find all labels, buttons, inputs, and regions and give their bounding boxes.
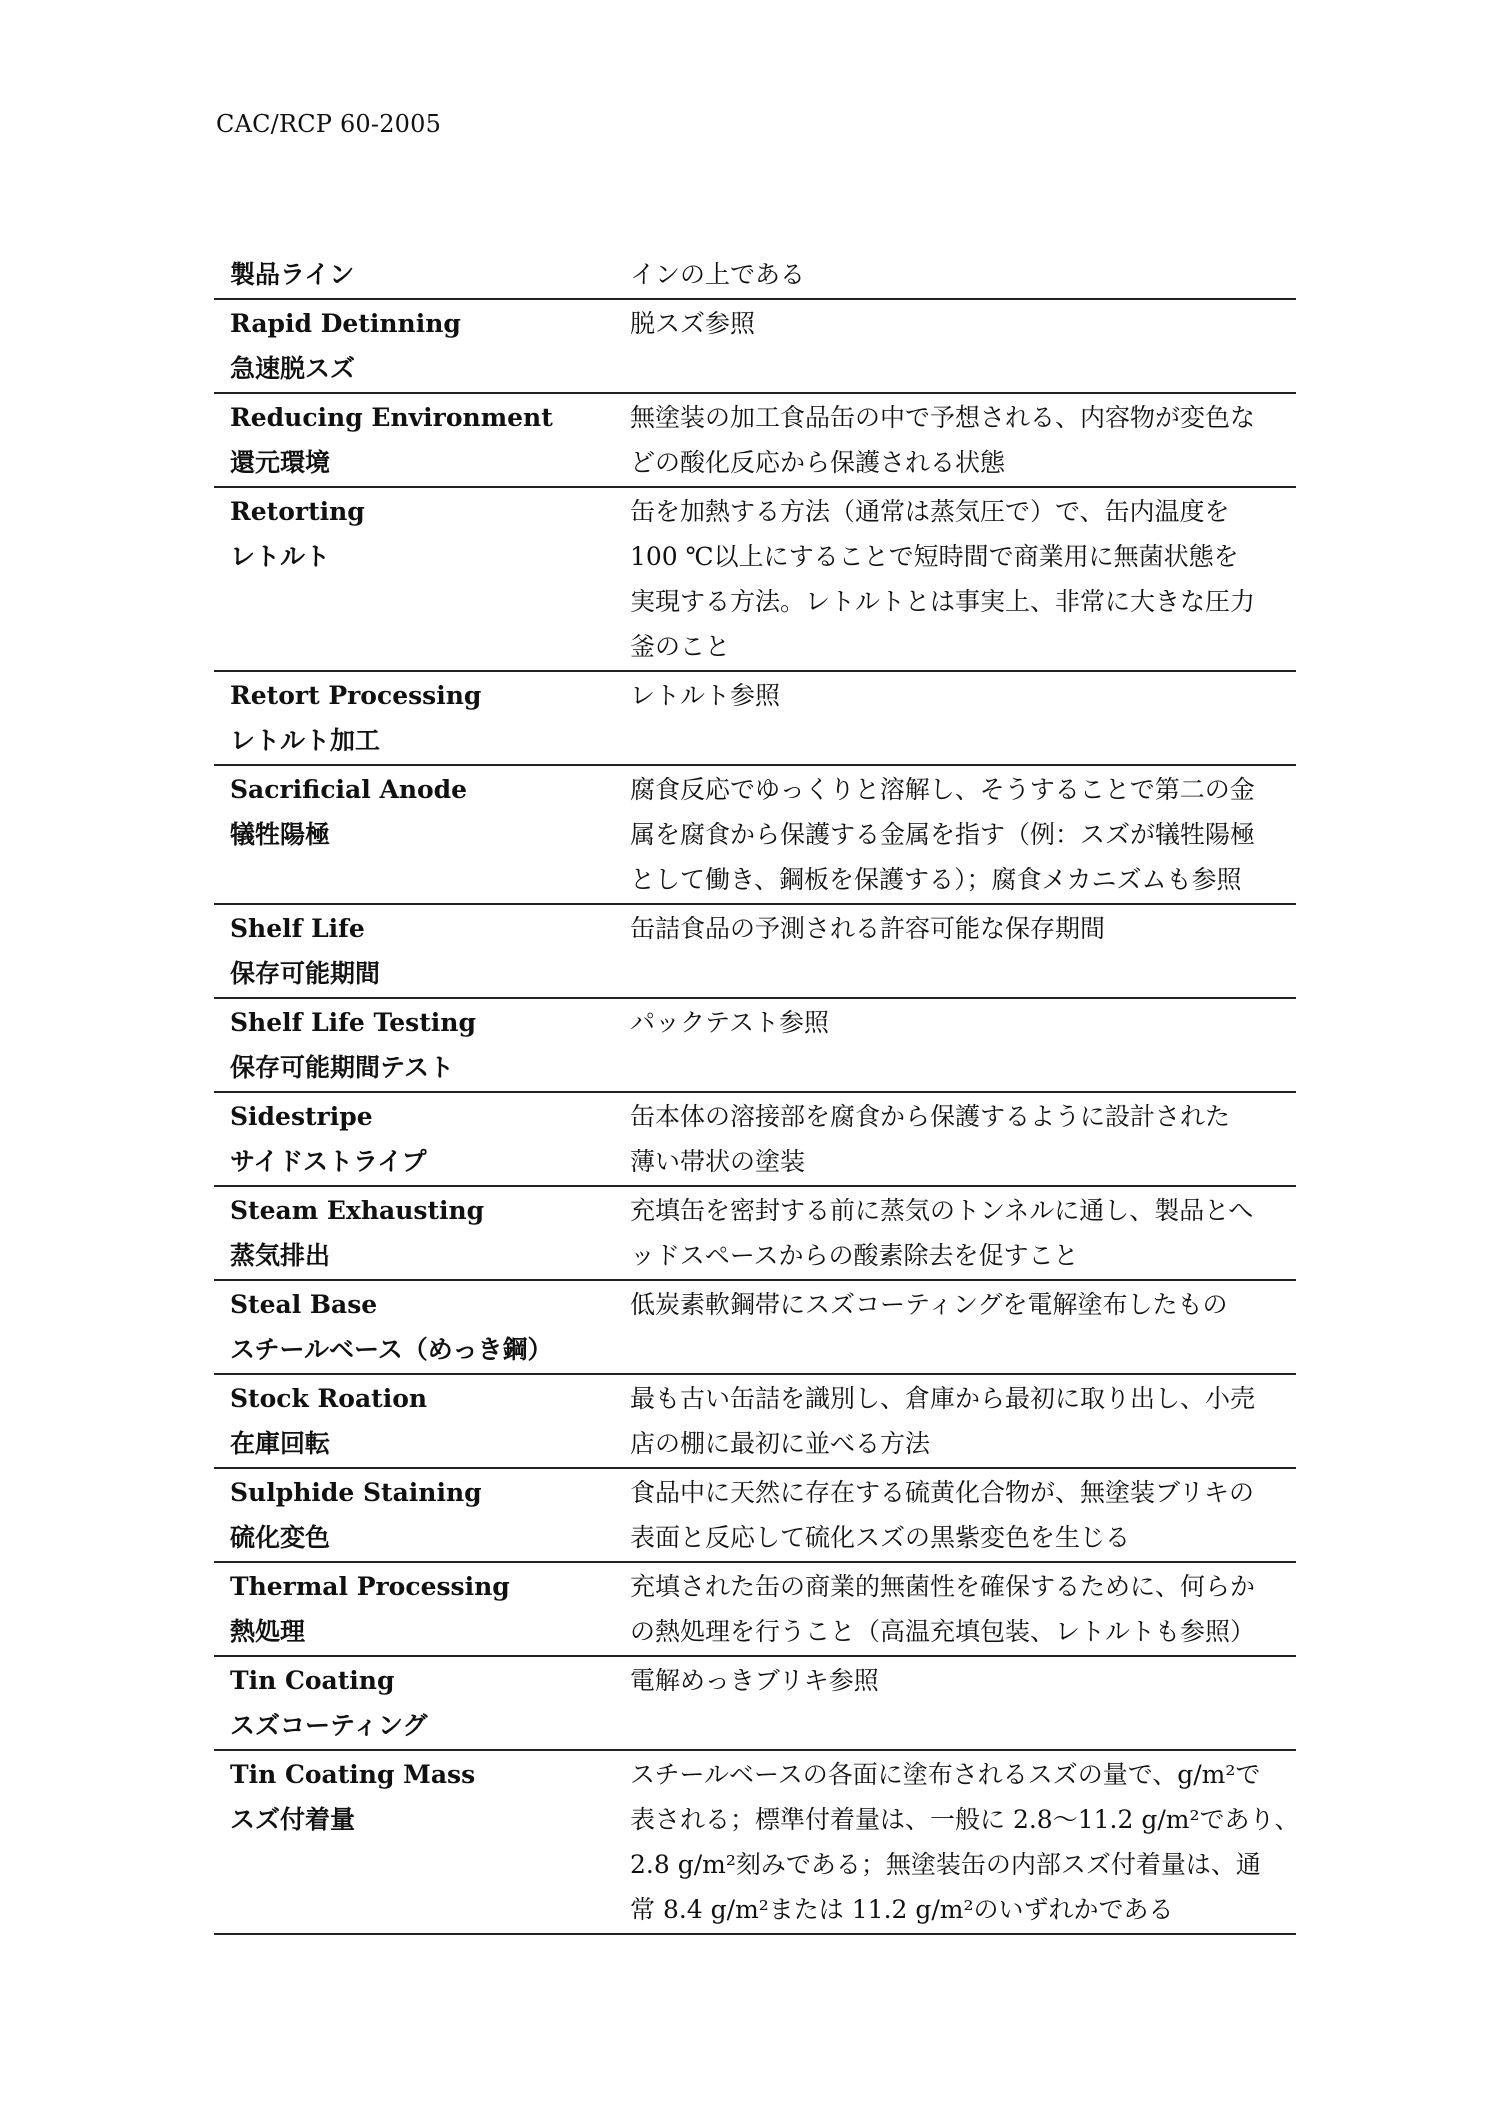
term-japanese: 製品ライン [230,260,355,289]
definition-line: 属を腐食から保護する金属を指す（例：スズが犠牲陽極 [630,820,1256,849]
definition-line: 表面と反応して硫化スズの黒紫変色を生じる [630,1523,1131,1552]
term-english: Stock Roation [230,1384,428,1413]
term-english: Shelf Life Testing [230,1008,476,1037]
definition-line: パックテスト参照 [630,1008,830,1037]
document-code-header: CAC/RCP 60-2005 [216,110,442,138]
glossary-definition [616,1656,1296,1750]
glossary-term [214,487,616,671]
glossary-term [214,1750,616,1934]
glossary-term [214,250,616,299]
term-english: Tin Coating Mass [230,1760,476,1789]
term-english: Sacrificial Anode [230,775,468,804]
glossary-term [214,299,616,393]
definition-line: 表される；標準付着量は、一般に 2.8～11.2 g/m²であり、 [630,1805,1300,1834]
glossary-row [214,1750,1296,1934]
glossary-row [214,250,1296,299]
definition-line: 低炭素軟鋼帯にスズコーティングを電解塗布したもの [630,1290,1228,1319]
glossary-table [214,250,1300,1935]
definition-line: 缶詰食品の予測される許容可能な保存期間 [630,914,1106,943]
glossary-definition [616,250,1296,299]
definition-line: スチールベースの各面に塗布されるスズの量で、g/m²で [630,1760,1261,1789]
term-japanese: 在庫回転 [230,1429,331,1458]
definition-line: インの上である [630,260,806,289]
glossary-row [214,1186,1296,1280]
term-english: Steal Base [230,1290,378,1319]
definition-line: として働き、鋼板を保護する）；腐食メカニズムも参照 [630,865,1242,894]
glossary-row [214,904,1296,998]
glossary-term [214,1468,616,1562]
definition-line: 薄い帯状の塗装 [630,1147,806,1176]
definition-line: どの酸化反応から保護される状態 [630,448,1006,477]
glossary-row [214,1092,1296,1186]
glossary-definition [616,765,1296,904]
glossary-row [214,1374,1296,1468]
glossary-definition [616,487,1296,671]
term-japanese: 保存可能期間 [230,959,381,988]
definition-line: 釜のこと [630,632,731,661]
glossary-row [214,1562,1296,1656]
definition-line: 電解めっきブリキ参照 [630,1666,879,1695]
glossary-row [214,487,1296,671]
glossary-definition [616,1750,1300,1934]
term-english: Rapid Detinning [230,309,461,338]
term-english: Shelf Life [230,914,365,943]
glossary-definition [616,1562,1296,1656]
term-japanese: 犠牲陽極 [230,820,331,849]
definition-line: の熱処理を行うこと（高温充填包装、レトルトも参照） [630,1617,1256,1646]
definition-line: ッドスペースからの酸素除去を促すこと [630,1241,1079,1270]
term-japanese: 蒸気排出 [230,1241,331,1270]
definition-line: 無塗装の加工食品缶の中で予想される、内容物が変色な [630,403,1256,432]
glossary-term [214,393,616,487]
definition-line: 充填缶を密封する前に蒸気のトンネルに通し、製品とへ [630,1196,1254,1225]
term-japanese: 熱処理 [230,1617,306,1646]
term-japanese: スズコーティング [230,1711,428,1740]
glossary-term [214,904,616,998]
term-english: Sidestripe [230,1102,373,1131]
term-english: Retort Processing [230,681,482,710]
glossary-term [214,1656,616,1750]
definition-line: 缶本体の溶接部を腐食から保護するように設計された [630,1102,1231,1131]
glossary-row [214,299,1296,393]
term-japanese: 硫化変色 [230,1523,331,1552]
term-english: Thermal Processing [230,1572,510,1601]
term-japanese: スチールベース（めっき鋼） [230,1335,553,1364]
glossary-row [214,765,1296,904]
definition-line: 最も古い缶詰を識別し、倉庫から最初に取り出し、小売 [630,1384,1256,1413]
term-japanese: 還元環境 [230,448,331,477]
glossary-definition [616,1468,1296,1562]
glossary-term [214,765,616,904]
definition-line: 缶を加熱する方法（通常は蒸気圧で）で、缶内温度を [630,497,1230,526]
term-japanese: 急速脱スズ [230,354,356,383]
glossary-definition [616,671,1296,765]
definition-line: 充填された缶の商業的無菌性を確保するために、何らか [630,1572,1256,1601]
definition-line: 腐食反応でゆっくりと溶解し、そうすることで第二の金 [630,775,1255,804]
glossary-row [214,671,1296,765]
glossary-definition [616,299,1296,393]
term-english: Sulphide Staining [230,1478,482,1507]
glossary-row [214,1468,1296,1562]
term-japanese: レトルト [230,542,331,571]
term-japanese: 保存可能期間テスト [230,1053,455,1082]
glossary-term [214,1374,616,1468]
glossary-definition [616,998,1296,1092]
glossary-row [214,1280,1296,1374]
term-english: Retorting [230,497,365,526]
glossary-term [214,1562,616,1656]
term-japanese: サイドストライプ [230,1147,427,1176]
glossary-definition [616,1186,1296,1280]
definition-line: 2.8 g/m²刻みである；無塗装缶の内部スズ付着量は、通 [630,1850,1261,1879]
glossary-term [214,1186,616,1280]
term-english: Tin Coating [230,1666,395,1695]
definition-line: 食品中に天然に存在する硫黄化合物が、無塗装ブリキの [630,1478,1255,1507]
glossary-term [214,671,616,765]
glossary-definition [616,904,1296,998]
definition-line: 実現する方法。レトルトとは事実上、非常に大きな圧力 [630,587,1256,616]
glossary-body [214,250,1300,1934]
glossary-row [214,1656,1296,1750]
glossary-row [214,393,1296,487]
glossary-definition [616,1280,1296,1374]
definition-line: 脱スズ参照 [630,309,756,338]
glossary-term [214,1280,616,1374]
glossary-definition [616,393,1296,487]
glossary-term [214,998,616,1092]
definition-line: レトルト参照 [630,681,781,710]
term-english: Reducing Environment [230,403,553,432]
glossary-row [214,998,1296,1092]
definition-line: 店の棚に最初に並べる方法 [630,1429,931,1458]
glossary-definition [616,1092,1296,1186]
definition-line: 100 ℃以上にすることで短時間で商業用に無菌状態を [630,542,1239,571]
glossary-term [214,1092,616,1186]
term-english: Steam Exhausting [230,1196,485,1225]
term-japanese: レトルト加工 [230,726,381,755]
definition-line: 常 8.4 g/m²または 11.2 g/m²のいずれかである [630,1895,1174,1924]
term-japanese: スズ付着量 [230,1805,356,1834]
glossary-definition [616,1374,1296,1468]
